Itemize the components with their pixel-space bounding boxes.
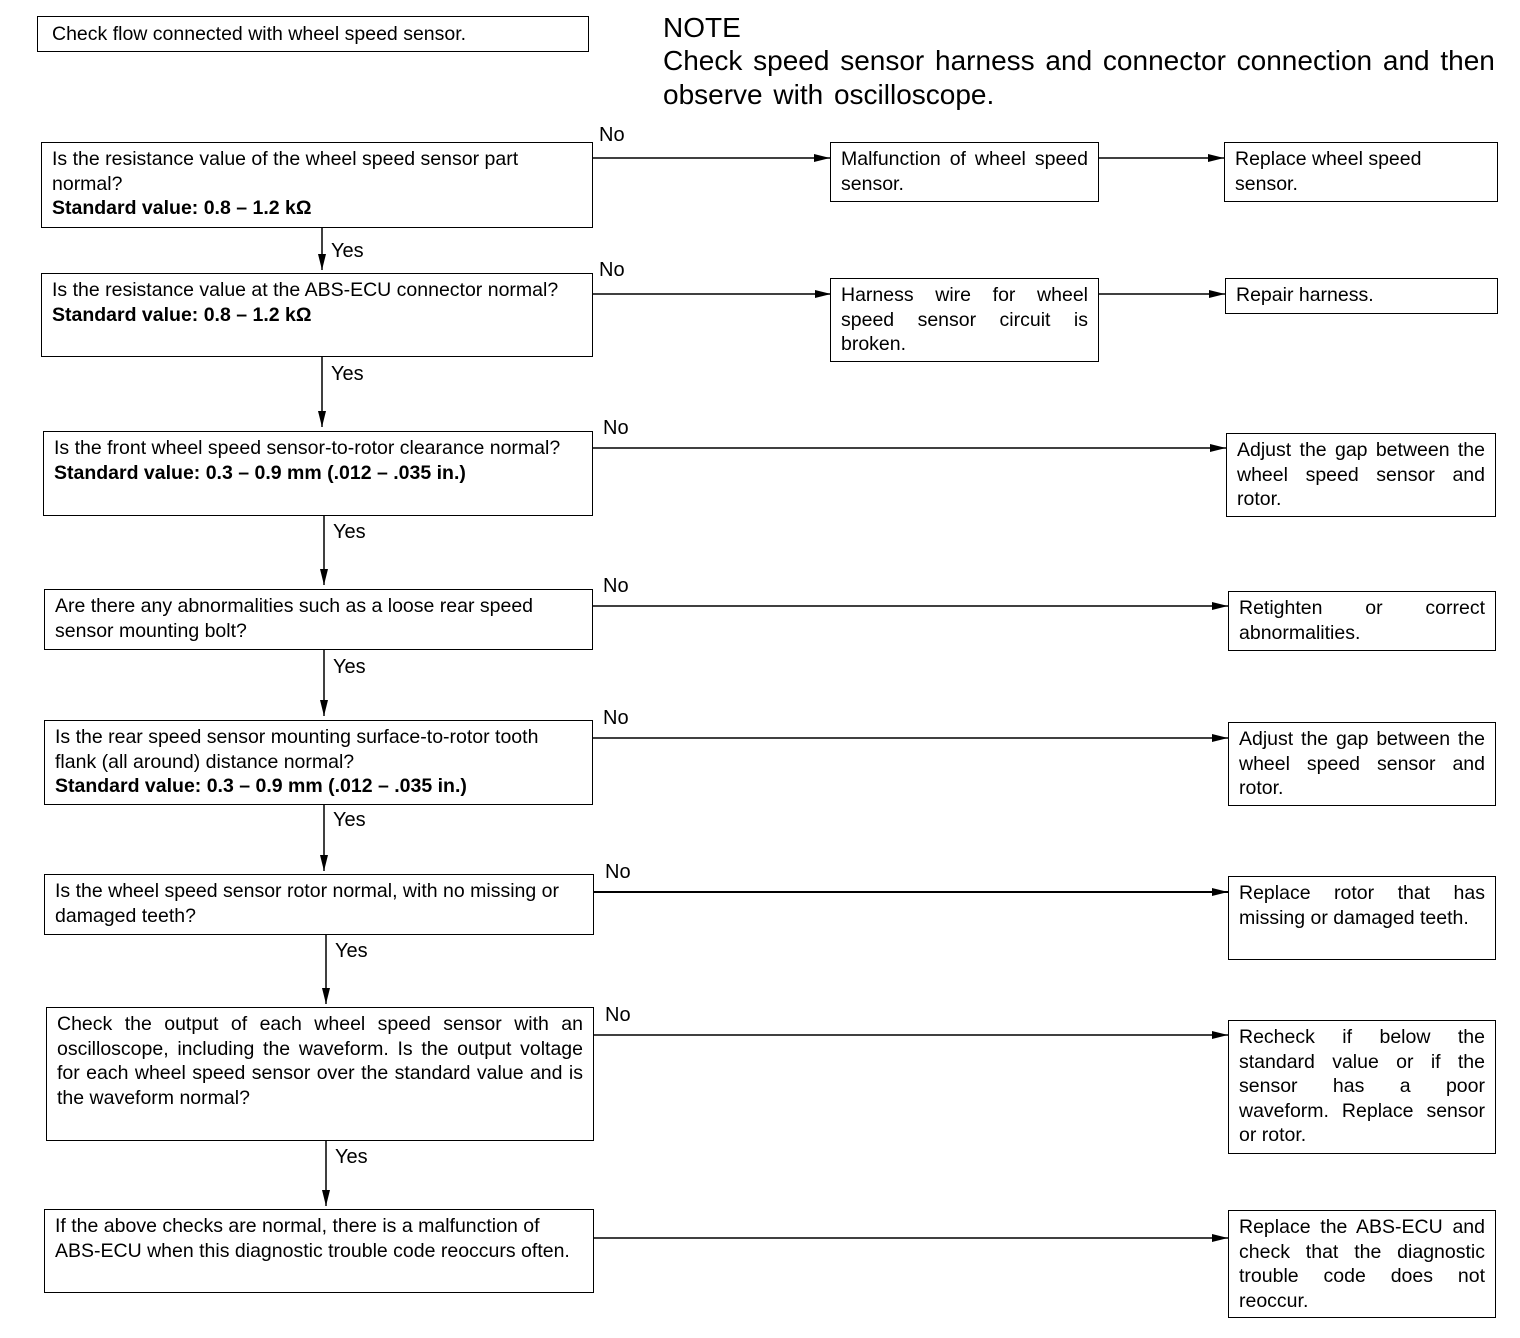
action-box-8	[1228, 1210, 1496, 1318]
note-text: Check speed sensor harness and connector connection and then observe with oscilloscope.	[663, 45, 1495, 110]
question-text: Is the wheel speed sensor rotor normal, with no missing or damaged teeth?	[55, 880, 559, 927]
yes-label-4: Yes	[333, 656, 366, 678]
flow-title-box	[37, 16, 589, 52]
action-text: Replace wheel speed sensor.	[1235, 148, 1422, 195]
action-text: Recheck if below the standard value or if the sensor has a poor waveform. Replace sensor or rotor.	[1239, 1026, 1485, 1146]
question-box-5	[44, 720, 593, 805]
no-label-6: No	[605, 861, 631, 883]
action-box-6	[1228, 876, 1496, 960]
diagnosis-box-1	[830, 142, 1099, 202]
action-text: Replace the ABS-ECU and check that the diagnostic trouble code does not reoccur.	[1239, 1216, 1485, 1312]
action-box-3	[1226, 433, 1496, 517]
question-text: Is the front wheel speed sensor-to-rotor clearance normal?	[54, 437, 561, 459]
action-text: Adjust the gap between the wheel speed sensor and rotor.	[1239, 728, 1485, 799]
yes-label-2: Yes	[331, 363, 364, 385]
action-text: Repair harness.	[1236, 284, 1374, 306]
yes-label-5: Yes	[333, 809, 366, 831]
action-text: Replace rotor that has missing or damaged teeth.	[1239, 882, 1485, 929]
question-text: Are there any abnormalities such as a loose rear speed sensor mounting bolt?	[55, 595, 534, 642]
question-text: Check the output of each wheel speed sensor with an oscilloscope, including the waveform. Is the output voltage for each wheel speed sensor over the standard value and is the waveform normal?	[57, 1013, 583, 1109]
action-box-1	[1224, 142, 1498, 202]
question-text: If the above checks are normal, there is a malfunction of ABS-ECU when this diagnostic trouble code reoccurs often.	[55, 1215, 570, 1262]
standard-value: Standard value: 0.3 – 0.9 mm (.012 – .035 in.)	[55, 775, 467, 797]
standard-value: Standard value: 0.8 – 1.2 kΩ	[52, 303, 312, 326]
question-box-6	[44, 874, 594, 935]
no-label-1: No	[599, 124, 625, 146]
yes-label-6: Yes	[335, 940, 368, 962]
question-box-3	[43, 431, 593, 516]
no-label-5: No	[603, 707, 629, 729]
yes-label-7: Yes	[335, 1146, 368, 1168]
question-box-7	[46, 1007, 594, 1141]
no-label-2: No	[599, 259, 625, 281]
yes-label-1: Yes	[331, 240, 364, 262]
diagnosis-box-2	[830, 278, 1099, 362]
action-box-7	[1228, 1020, 1496, 1154]
yes-label-3: Yes	[333, 521, 366, 543]
note-block	[663, 12, 1508, 112]
no-label-4: No	[603, 575, 629, 597]
flow-title: Check flow connected with wheel speed sensor.	[52, 23, 467, 45]
question-box-2	[41, 273, 593, 357]
no-label-3: No	[603, 417, 629, 439]
action-box-2	[1225, 278, 1498, 314]
action-box-4	[1228, 591, 1496, 651]
question-text: Is the resistance value at the ABS-ECU connector normal?	[52, 279, 559, 301]
diagnosis-text: Malfunction of wheel speed sensor.	[841, 148, 1088, 195]
note-heading: NOTE	[663, 12, 741, 43]
question-text: Is the rear speed sensor mounting surface-to-rotor tooth flank (all around) distance normal?	[55, 726, 539, 773]
question-box-4	[44, 589, 593, 650]
action-text: Retighten or correct abnormalities.	[1239, 597, 1485, 644]
diagnosis-text: Harness wire for wheel speed sensor circuit is broken.	[841, 284, 1088, 355]
no-label-7: No	[605, 1004, 631, 1026]
question-text: Is the resistance value of the wheel speed sensor part normal?	[52, 148, 519, 195]
action-box-5	[1228, 722, 1496, 806]
action-text: Adjust the gap between the wheel speed sensor and rotor.	[1237, 439, 1485, 510]
question-box-1	[41, 142, 593, 228]
question-box-8	[44, 1209, 594, 1293]
standard-value: Standard value: 0.3 – 0.9 mm (.012 – .035 in.)	[54, 461, 466, 484]
standard-value: Standard value: 0.8 – 1.2 kΩ	[52, 197, 312, 219]
